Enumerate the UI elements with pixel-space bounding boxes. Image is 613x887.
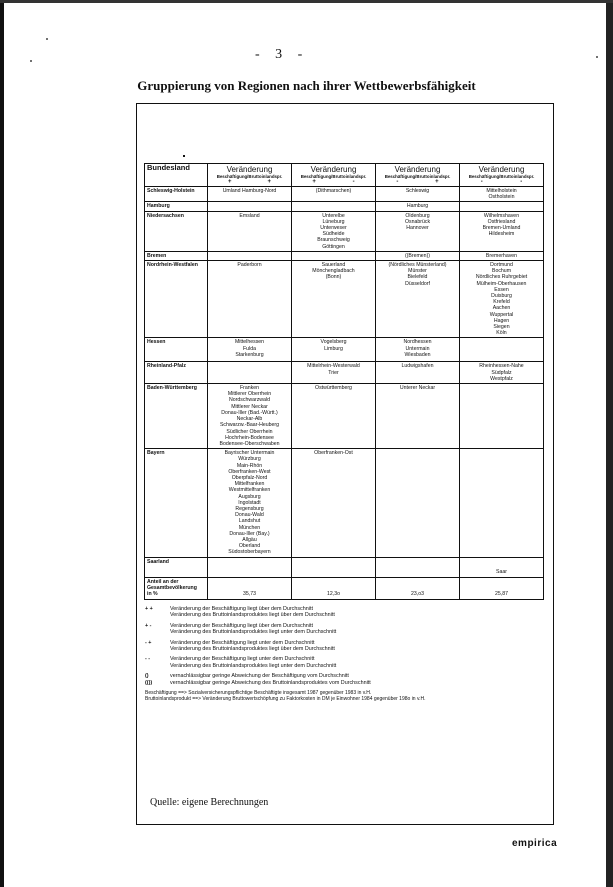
region-cell: Saar xyxy=(460,557,544,577)
sign-employment: - xyxy=(396,179,399,185)
region-cell xyxy=(460,202,544,211)
region-cell xyxy=(208,202,292,211)
sign-gdp: + xyxy=(435,179,439,185)
region-cell: Hamburg xyxy=(376,202,460,211)
table-row xyxy=(145,557,544,577)
legend-text: Veränderung der Beschäftigung liegt über dem Durchschnitt xyxy=(170,606,313,612)
region-cell: Vogelsberg Limburg xyxy=(292,338,376,362)
region-cell: Ostwürttemberg xyxy=(292,384,376,449)
region-cell: Rheinhessen-Nahe Südpfalz Westpfalz xyxy=(460,362,544,384)
column-header xyxy=(376,164,460,187)
region-cell xyxy=(208,557,292,577)
region-cell xyxy=(376,557,460,577)
definition-beschaeftigung: Beschäftigung ==> Sozialversicherungspflichtige Beschäftigte insgesamt 1987 gegenüber 1983 in v.H. xyxy=(145,690,372,697)
table-row xyxy=(145,384,544,449)
table-row xyxy=(145,202,544,211)
column-header xyxy=(292,164,376,187)
table-row xyxy=(145,251,544,260)
column-subtitle: Beschäftigung/Bruttoinlandspr. xyxy=(468,174,535,179)
column-title: Veränderung xyxy=(394,165,441,174)
legend-symbol: - - xyxy=(145,656,151,663)
legend-symbol: - + xyxy=(145,639,152,646)
region-cell: (Nördliches Münsterland) Münster Bielefeld Düsseldorf xyxy=(376,261,460,338)
column-title: Veränderung xyxy=(478,165,525,174)
region-cell: Sauerland Mönchengladbach (Bonn) xyxy=(292,261,376,338)
stray-dot xyxy=(183,155,185,157)
legend-text: vernachlässigbar geringe Abweichung der Beschäftigung vom Durchschnitt xyxy=(170,673,349,680)
region-cell xyxy=(460,338,544,362)
sign-gdp: - xyxy=(520,179,523,185)
bundesland-label: Bayern xyxy=(145,449,208,557)
table-row xyxy=(145,187,544,202)
scan-edge-right xyxy=(606,0,613,887)
region-cell: Mittelhessen Fulda Starkenburg xyxy=(208,338,292,362)
region-cell: Nordhessen Untermain Wiesbaden xyxy=(376,338,460,362)
bundesland-label: Bremen xyxy=(145,251,208,260)
legend-item xyxy=(145,606,545,619)
bundesland-label: Anteil an der Gesamtbevölkerung in % xyxy=(145,577,208,599)
scan-speck xyxy=(46,38,48,40)
scan-edge-left xyxy=(0,0,4,887)
column-title: Veränderung xyxy=(226,165,273,174)
table-row xyxy=(145,362,544,384)
bundesland-label: Saarland xyxy=(145,557,208,577)
source-note: Quelle: eigene Berechnungen xyxy=(150,797,269,808)
scan-speck xyxy=(30,60,32,62)
region-cell: Mittelrhein-Westerwald Trier xyxy=(292,362,376,384)
column-title: Veränderung xyxy=(310,165,357,174)
column-subtitle: Beschäftigung/Bruttoinlandspr. xyxy=(384,174,451,179)
sign-employment: + xyxy=(312,179,316,185)
legend-text: vernachlässigbar geringe Abweichung des Bruttoinlandsproduktes vom Durchschnitt xyxy=(170,679,371,686)
sign-gdp: + xyxy=(267,179,271,185)
legend-text: Veränderung des Bruttoinlandsproduktes liegt über dem Durchschnitt xyxy=(170,646,335,653)
sign-employment: - xyxy=(480,179,483,185)
scan-speck xyxy=(596,56,598,58)
legend-text: Veränderung des Bruttoinlandsproduktes liegt unter dem Durchschnitt xyxy=(170,662,337,669)
region-cell: Mittelholstein Ostholstein xyxy=(460,187,544,202)
bundesland-label: Baden-Württemberg xyxy=(145,384,208,449)
legend xyxy=(145,606,545,702)
definition-bruttoinlandsprodukt: Bruttoinlandsprodukt ==> Veränderung Bruttowertschöpfung zu Faktorkosten in DM je Einwohner 1984 gegenüber 198o in v.H. xyxy=(145,696,426,703)
legend-symbol: () (()) xyxy=(145,673,153,686)
region-cell xyxy=(292,557,376,577)
table-row xyxy=(145,577,544,599)
bundesland-label: Niedersachsen xyxy=(145,211,208,251)
legend-symbol: + - xyxy=(145,622,152,629)
legend-item xyxy=(145,623,545,636)
bundesland-label: Nordrhein-Westfalen xyxy=(145,261,208,338)
legend-text: Veränderung der Beschäftigung liegt über dem Durchschnitt xyxy=(170,622,313,629)
legend-symbol: + + xyxy=(145,606,153,612)
region-cell: Franken Mittlerer Oberrhein Nordschwarzwald Mittlerer Neckar Donau-Iller (Bad.-Württ.) Neckar-Alb Schwarzw.-Baar-Heuberg Südlicher Oberrhein Hochrhein-Bodensee Bodensee-Oberschwaben xyxy=(208,384,292,449)
region-cell: Dortmund Bochum Nördliches Ruhrgebiet Mülheim-Oberhausen Essen Duisburg Krefeld Aachen Wuppertal Hagen Siegen Köln xyxy=(460,261,544,338)
region-cell: Oberfranken-Ost xyxy=(292,449,376,557)
region-cell: 35,73 xyxy=(208,577,292,599)
region-cell: 25,87 xyxy=(460,577,544,599)
legend-item xyxy=(145,656,545,669)
legend-text: Veränderung der Beschäftigung liegt unter dem Durchschnitt xyxy=(170,656,315,663)
region-cell: Unterer Neckar xyxy=(376,384,460,449)
region-cell: Wilhelmshaven Ostfriesland Bremen-Umland Hildesheim xyxy=(460,211,544,251)
brand-logo: empirica xyxy=(512,838,558,849)
page-title: Gruppierung von Regionen nach ihrer Wettbewerbsfähigkeit xyxy=(137,78,476,93)
region-cell xyxy=(292,251,376,260)
region-cell: Bayrischer Untermain Würzburg Main-Rhön Oberfranken-West Oberpfalz-Nord Mittelfranken Westmittelfranken Augsburg Ingolstadt Regensburg Donau-Wald Landshut München Donau-Iller (Bay.) Allgäu Oberland Südostoberbayern xyxy=(208,449,292,557)
region-cell xyxy=(292,202,376,211)
table-row xyxy=(145,211,544,251)
region-table xyxy=(144,163,544,600)
region-cell: Umland Hamburg-Nord xyxy=(208,187,292,202)
region-cell: Oldenburg Osnabrück Hannover xyxy=(376,211,460,251)
region-cell xyxy=(376,449,460,557)
bundesland-label: Hamburg xyxy=(145,202,208,211)
sign-gdp: - xyxy=(352,179,355,185)
table-row xyxy=(145,261,544,338)
column-header xyxy=(208,164,292,187)
region-cell: Bremerhaven xyxy=(460,251,544,260)
legend-item xyxy=(145,673,545,686)
bundesland-label: Schleswig-Holstein xyxy=(145,187,208,202)
table-row xyxy=(145,449,544,557)
legend-text: Veränderung des Bruttoinlandsproduktes liegt unter dem Durchschnitt xyxy=(170,629,337,636)
region-cell: (Dithmarschen) xyxy=(292,187,376,202)
legend-item xyxy=(145,640,545,653)
bundesland-label: Hessen xyxy=(145,338,208,362)
scan-edge-top xyxy=(0,0,613,3)
region-cell xyxy=(208,251,292,260)
region-cell: Paderborn xyxy=(208,261,292,338)
region-cell xyxy=(460,384,544,449)
region-cell: 12,3o xyxy=(292,577,376,599)
column-subtitle: Beschäftigung/Bruttoinlandspr. xyxy=(300,174,367,179)
legend-text: Veränderung des Bruttoinlandsproduktes liegt über dem Durchschnitt xyxy=(170,612,335,619)
sign-employment: + xyxy=(227,179,232,185)
region-cell xyxy=(460,449,544,557)
legend-text: Veränderung der Beschäftigung liegt unter dem Durchschnitt xyxy=(170,639,315,646)
region-cell xyxy=(208,362,292,384)
region-cell: Unterelbe Lüneburg Unterweser Südheide Braunschweig Göttingen xyxy=(292,211,376,251)
bundesland-label: Rheinland-Pfalz xyxy=(145,362,208,384)
region-cell: Schleswig xyxy=(376,187,460,202)
region-cell: 23,o3 xyxy=(376,577,460,599)
table-row xyxy=(145,338,544,362)
bundesland-header: Bundesland xyxy=(145,164,208,187)
region-cell: Emsland xyxy=(208,211,292,251)
page-number: - 3 - xyxy=(255,47,309,62)
column-subtitle: Beschäftigung/Bruttoinlandspr. xyxy=(216,174,283,179)
column-header xyxy=(460,164,544,187)
region-cell: Ludwigshafen xyxy=(376,362,460,384)
region-cell: ((Bremen)) xyxy=(376,251,460,260)
